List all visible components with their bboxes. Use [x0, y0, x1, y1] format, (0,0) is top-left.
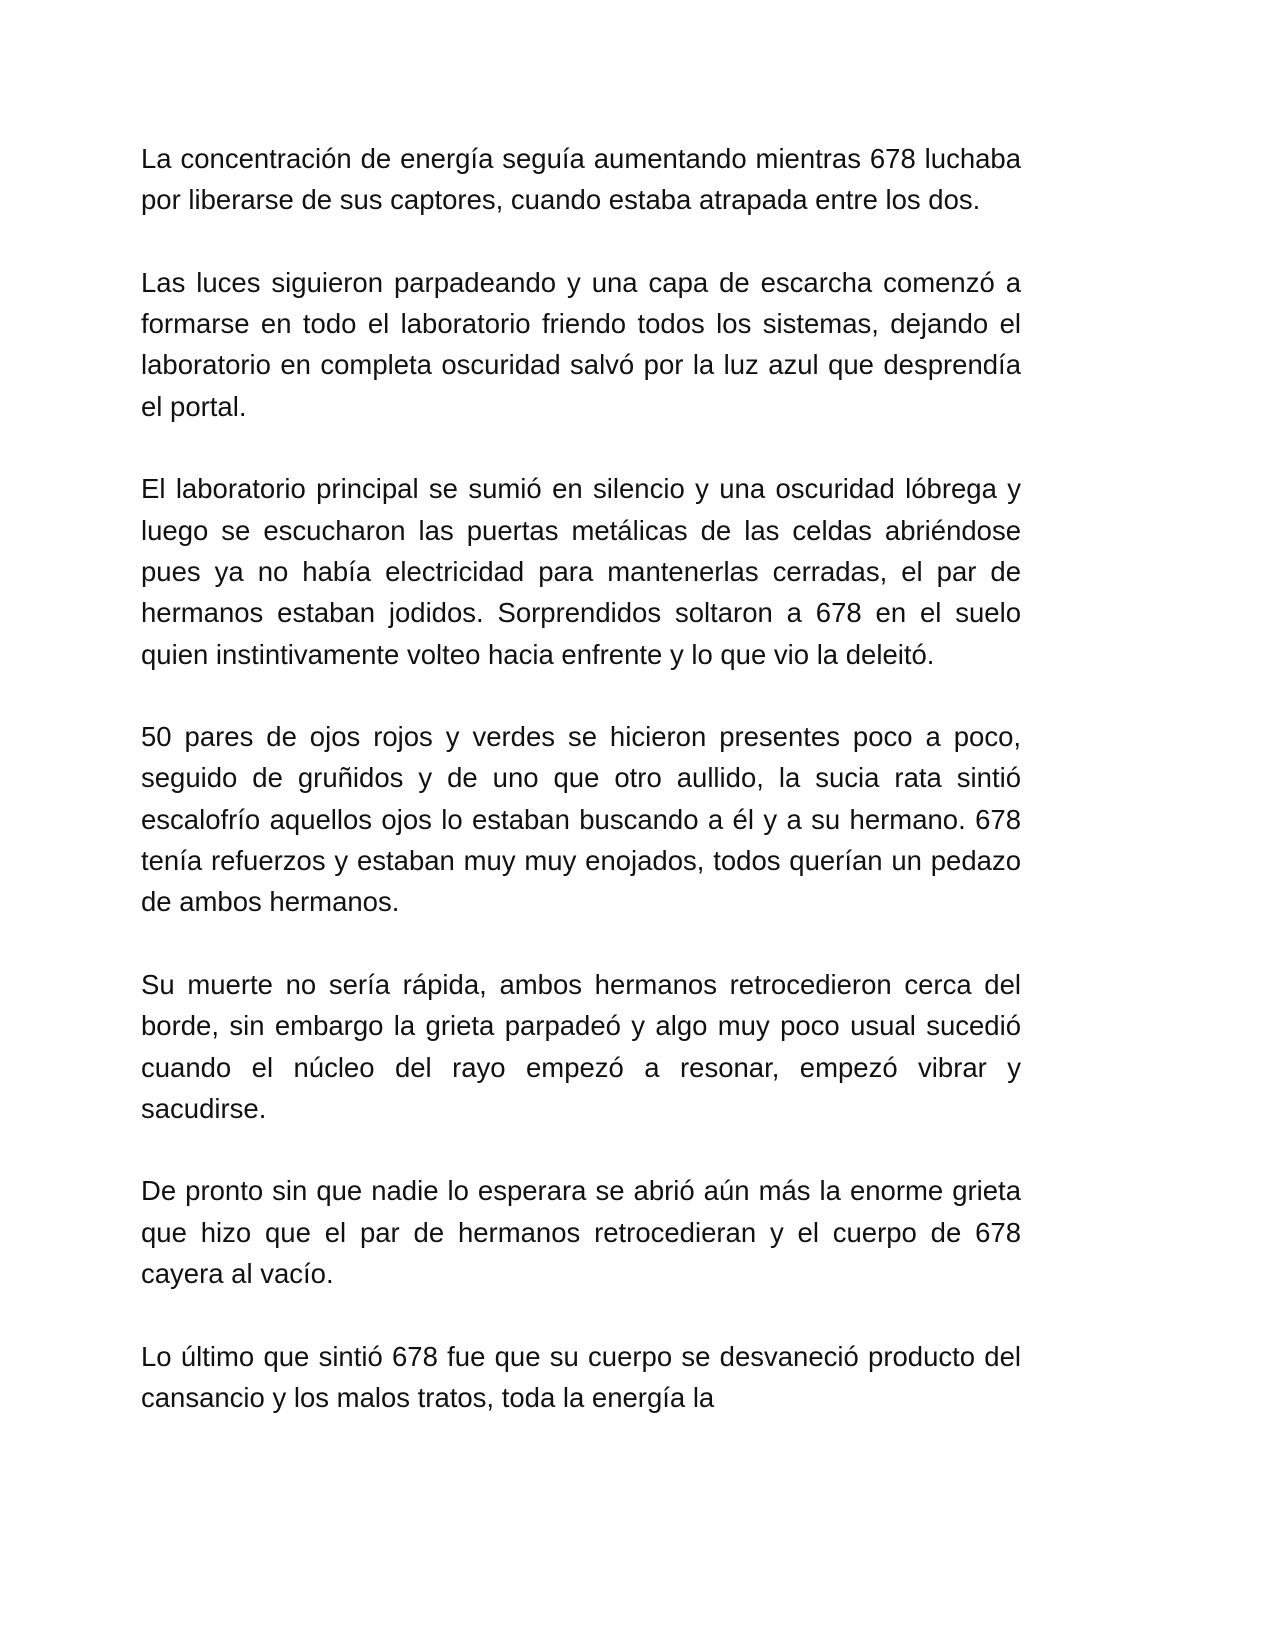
paragraph-6: De pronto sin que nadie lo esperara se abrió aún más la enorme grieta que hizo que el par de hermanos retrocedieran y el cuerpo de 678 cayera al vacío. — [141, 1175, 1021, 1290]
paragraph-2: Las luces siguieron parpadeando y una capa de escarcha comenzó a formarse en todo el laboratorio friendo todos los sistemas, dejando el laboratorio en completa oscuridad salvó por la luz azul que desprendía el portal. — [141, 266, 1021, 422]
paragraph-5: Su muerte no sería rápida, ambos hermanos retrocedieron cerca del borde, sin embargo la grieta parpadeó y algo muy poco usual sucedió cuando el núcleo del rayo empezó a resonar, empezó vibrar y sacudirse. — [141, 968, 1021, 1124]
paragraph-1: La concentración de energía seguía aumentando mientras 678 luchaba por liberarse de sus captores, cuando estaba atrapada entre los dos. — [141, 143, 1021, 216]
paragraph-3: El laboratorio principal se sumió en silencio y una oscuridad lóbrega y luego se escucharon las puertas metálicas de las celdas abriéndose pues ya no había electricidad para mantenerlas cerradas, el par de hermanos estaban jodidos. Sorprendidos soltaron a 678 en el suelo quien instintivamente volteo hacia enfrente y lo que vio la deleitó. — [141, 473, 1021, 670]
paragraph-7: Lo último que sintió 678 fue que su cuerpo se desvaneció producto del cansancio y los malos tratos, toda la energía la — [141, 1340, 1021, 1413]
body-text — [141, 138, 1021, 1418]
paragraph-4: 50 pares de ojos rojos y verdes se hicieron presentes poco a poco, seguido de gruñidos y de uno que otro aullido, la sucia rata sintió escalofrío aquellos ojos lo estaban buscando a él y a su hermano. 678 tenía refuerzos y estaban muy muy enojados, todos querían un pedazo de ambos hermanos. — [141, 721, 1021, 918]
